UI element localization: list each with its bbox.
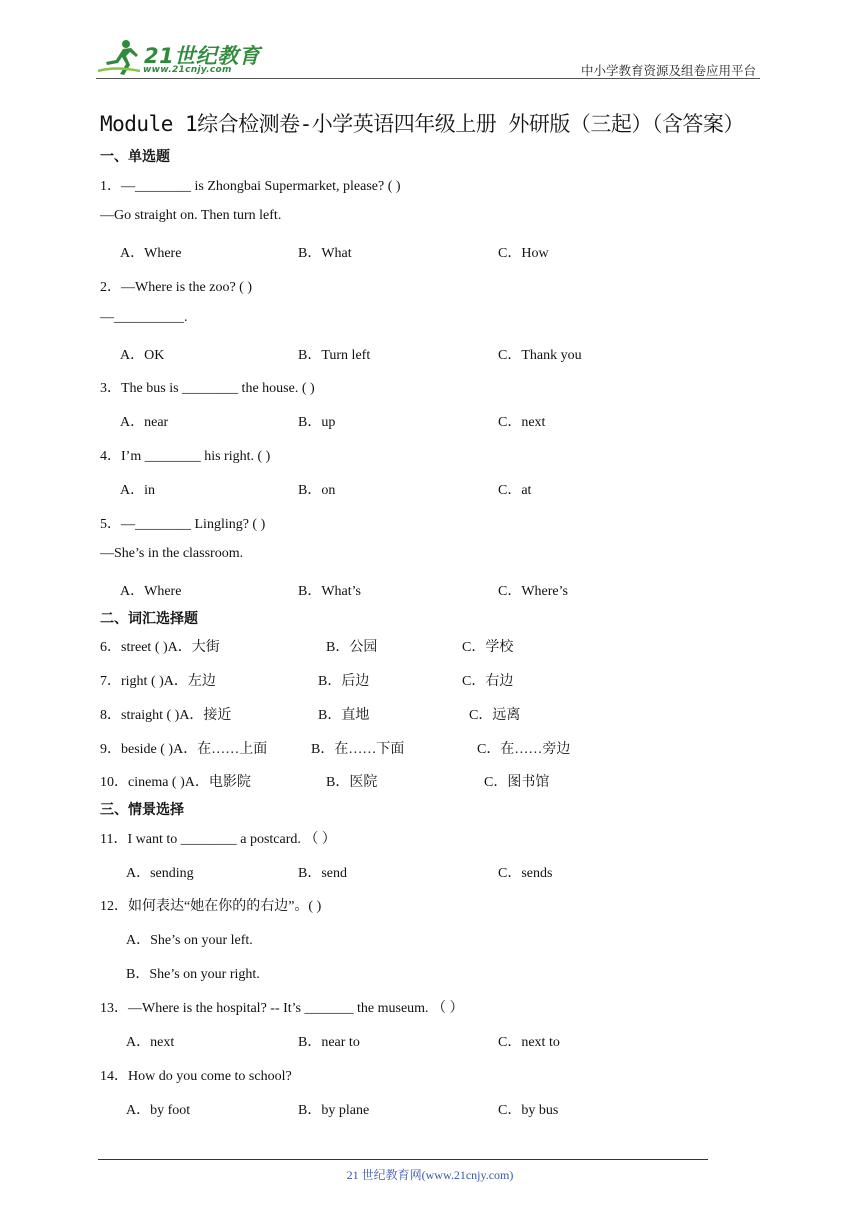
question-8-stem: 8．straight ( )A．接近 bbox=[100, 708, 232, 723]
question-4-option-c[interactable]: C．at bbox=[498, 483, 532, 498]
logo-url-text: www.21cnjy.com bbox=[143, 65, 232, 75]
question-4-stem: 4．I’m ________ his right. ( ) bbox=[100, 449, 271, 464]
page-title: Module 1综合检测卷-小学英语四年级上册 外研版（三起）（含答案） bbox=[100, 112, 744, 136]
question-2-stem: 2．—Where is the zoo? ( ) bbox=[100, 280, 252, 295]
question-4-option-a[interactable]: A．in bbox=[120, 483, 155, 498]
question-14-option-c[interactable]: C．by bus bbox=[498, 1103, 559, 1118]
question-1-option-c[interactable]: C．How bbox=[498, 246, 549, 261]
runner-logo-icon bbox=[96, 38, 144, 78]
question-7-stem: 7．right ( )A．左边 bbox=[100, 674, 216, 689]
question-12-option-b[interactable]: B．She’s on your right. bbox=[126, 967, 260, 982]
question-5-option-b[interactable]: B．What’s bbox=[298, 584, 361, 599]
question-2-response: —__________. bbox=[100, 310, 188, 325]
footer-divider bbox=[98, 1159, 708, 1160]
question-1-option-a[interactable]: A．Where bbox=[120, 246, 182, 261]
question-3-option-b[interactable]: B．up bbox=[298, 415, 336, 430]
question-3-stem: 3．The bus is ________ the house. ( ) bbox=[100, 381, 315, 396]
question-14-stem: 14．How do you come to school? bbox=[100, 1069, 292, 1084]
question-5-response: —She’s in the classroom. bbox=[100, 546, 244, 561]
question-9-option-b[interactable]: B．在……下面 bbox=[311, 742, 405, 757]
question-13-option-c[interactable]: C．next to bbox=[498, 1035, 560, 1050]
question-5-stem: 5．—________ Lingling? ( ) bbox=[100, 517, 266, 532]
question-14-option-b[interactable]: B．by plane bbox=[298, 1103, 370, 1118]
question-11-option-b[interactable]: B．send bbox=[298, 866, 347, 881]
question-1-option-b[interactable]: B．What bbox=[298, 246, 352, 261]
question-12-option-a[interactable]: A．She’s on your left. bbox=[126, 933, 253, 948]
section-heading-situational: 三、情景选择 bbox=[100, 802, 184, 818]
section-heading-single-choice: 一、单选题 bbox=[100, 149, 170, 165]
question-4-option-b[interactable]: B．on bbox=[298, 483, 336, 498]
section-heading-vocabulary: 二、词汇选择题 bbox=[100, 611, 198, 627]
question-6-option-b[interactable]: B．公园 bbox=[326, 640, 378, 655]
question-3-option-a[interactable]: A．near bbox=[120, 415, 169, 430]
question-6-stem: 6．street ( )A．大街 bbox=[100, 640, 220, 655]
question-9-option-c[interactable]: C．在……旁边 bbox=[477, 742, 571, 757]
question-10-option-b[interactable]: B．医院 bbox=[326, 775, 378, 790]
question-7-option-b[interactable]: B．后边 bbox=[318, 674, 370, 689]
logo-brand-text: 21世纪教育 bbox=[144, 44, 261, 68]
question-13-option-b[interactable]: B．near to bbox=[298, 1035, 360, 1050]
question-11-option-c[interactable]: C．sends bbox=[498, 866, 553, 881]
question-13-stem: 13．—Where is the hospital? -- It’s _______ the museum. （ ） bbox=[100, 1001, 464, 1016]
question-12-stem: 12．如何表达“她在你的的右边”。( ) bbox=[100, 899, 322, 914]
site-logo bbox=[96, 38, 266, 78]
question-3-option-c[interactable]: C．next bbox=[498, 415, 546, 430]
question-13-option-a[interactable]: A．next bbox=[126, 1035, 175, 1050]
footer-link[interactable]: 21 世纪教育网(www.21cnjy.com) bbox=[346, 1168, 514, 1182]
question-2-option-b[interactable]: B．Turn left bbox=[298, 348, 371, 363]
question-5-option-a[interactable]: A．Where bbox=[120, 584, 182, 599]
question-2-option-c[interactable]: C．Thank you bbox=[498, 348, 582, 363]
question-6-option-c[interactable]: C．学校 bbox=[462, 640, 514, 655]
question-14-option-a[interactable]: A．by foot bbox=[126, 1103, 191, 1118]
question-11-stem: 11．I want to ________ a postcard. （ ） bbox=[100, 832, 336, 847]
question-7-option-c[interactable]: C．右边 bbox=[462, 674, 514, 689]
question-8-option-c[interactable]: C．远离 bbox=[469, 708, 521, 723]
question-1-stem: 1．—________ is Zhongbai Supermarket, please? ( ) bbox=[100, 179, 401, 194]
question-10-stem: 10．cinema ( )A．电影院 bbox=[100, 775, 251, 790]
header-divider bbox=[96, 78, 760, 79]
question-5-option-c[interactable]: C．Where’s bbox=[498, 584, 568, 599]
question-2-option-a[interactable]: A．OK bbox=[120, 348, 165, 363]
header-platform-text: 中小学教育资源及组卷应用平台 bbox=[580, 64, 756, 78]
question-11-option-a[interactable]: A．sending bbox=[126, 866, 194, 881]
question-9-stem: 9．beside ( )A．在……上面 bbox=[100, 742, 268, 757]
question-8-option-b[interactable]: B．直地 bbox=[318, 708, 370, 723]
question-10-option-c[interactable]: C．图书馆 bbox=[484, 775, 550, 790]
question-1-response: —Go straight on. Then turn left. bbox=[100, 208, 282, 223]
